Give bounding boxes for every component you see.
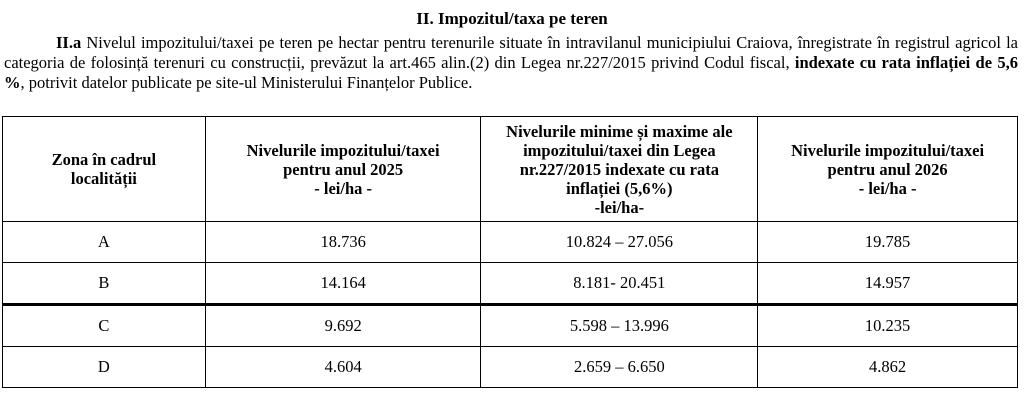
paragraph-text-2: , potrivit datelor publicate pe site-ul Ministerului Finanțelor Publice. <box>20 73 473 92</box>
table-row <box>3 263 1018 305</box>
cell-level-2025: 14.164 <box>205 263 481 305</box>
table-row <box>3 222 1018 263</box>
cell-zone: C <box>3 305 206 347</box>
cell-zone: A <box>3 222 206 263</box>
header-level-2026: Nivelurile impozitului/taxei pentru anul 2026 - lei/ha - <box>758 117 1018 222</box>
cell-level-2026: 4.862 <box>758 347 1018 388</box>
paragraph-bold-text: indexate cu rata inflației de 5,6 % <box>4 53 1018 92</box>
cell-level-2025: 4.604 <box>205 347 481 388</box>
table-row <box>3 305 1018 347</box>
cell-min-max: 8.181- 20.451 <box>481 263 758 305</box>
cell-min-max: 2.659 – 6.650 <box>481 347 758 388</box>
paragraph-label: II.a <box>56 33 82 52</box>
tax-levels-table <box>2 116 1018 388</box>
header-min-max: Nivelurile minime și maxime ale impozitului/taxei din Legea nr.227/2015 indexate cu rata inflației (5,6%) -lei/ha- <box>481 117 758 222</box>
cell-zone: D <box>3 347 206 388</box>
cell-level-2025: 18.736 <box>205 222 481 263</box>
cell-zone: B <box>3 263 206 305</box>
cell-min-max: 5.598 – 13.996 <box>481 305 758 347</box>
cell-min-max: 10.824 – 27.056 <box>481 222 758 263</box>
intro-paragraph <box>4 33 1018 93</box>
cell-level-2026: 14.957 <box>758 263 1018 305</box>
header-level-2025: Nivelurile impozitului/taxei pentru anul 2025 - lei/ha - <box>205 117 481 222</box>
cell-level-2026: 19.785 <box>758 222 1018 263</box>
paragraph-text-1: Nivelul impozitului/taxei pe teren pe hectar pentru terenurile situate în intravilanul municipiului Craiova, înregistrate în registrul agricol la categoria de folosință terenuri cu construcții, prevăzut la art.465 alin.(2) din Legea nr.227/2015 privind Codul fiscal, <box>4 33 1018 72</box>
table-header-row <box>3 117 1018 222</box>
cell-level-2026: 10.235 <box>758 305 1018 347</box>
cell-level-2025: 9.692 <box>205 305 481 347</box>
table-row <box>3 347 1018 388</box>
section-title: II. Impozitul/taxa pe teren <box>416 9 608 28</box>
header-zone: Zona în cadrul localității <box>3 117 206 222</box>
